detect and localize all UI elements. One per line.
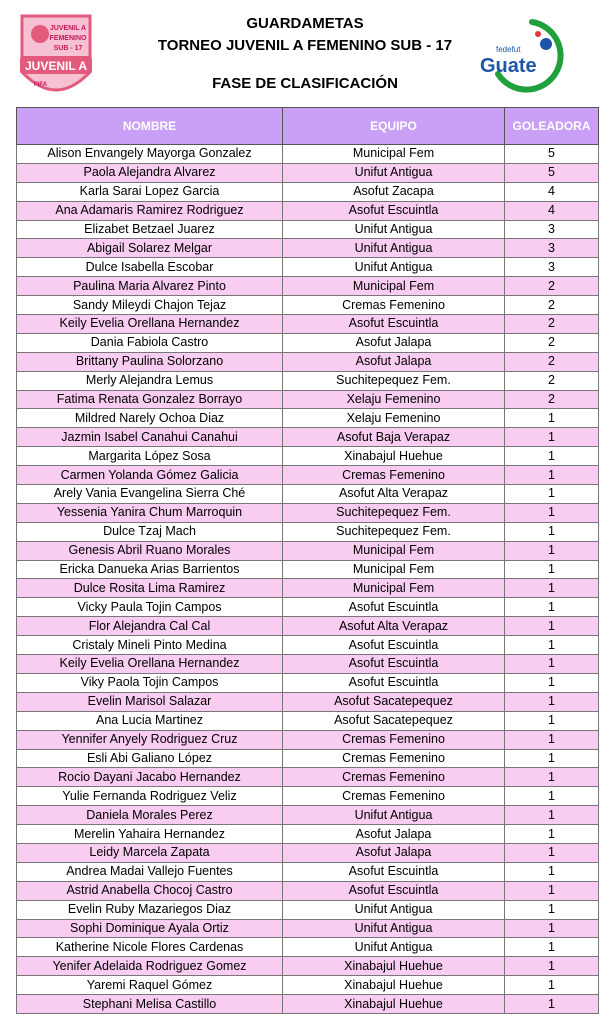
- table-row: [17, 409, 599, 428]
- goals-cell: 2: [505, 315, 599, 334]
- team-cell: Asofut Escuintla: [283, 598, 505, 617]
- name-cell: Astrid Anabella Chocoj Castro: [17, 881, 283, 900]
- table-row: [17, 655, 599, 674]
- title-fase: FASE DE CLASIFICACIÓN: [212, 75, 398, 92]
- goals-cell: 1: [505, 843, 599, 862]
- team-cell: Xinabajul Huehue: [283, 447, 505, 466]
- svg-text:Guate: Guate: [480, 55, 537, 77]
- goals-cell: 2: [505, 277, 599, 296]
- team-cell: Unifut Antigua: [283, 220, 505, 239]
- table-row: [17, 636, 599, 655]
- name-cell: Daniela Morales Perez: [17, 806, 283, 825]
- team-cell: Asofut Jalapa: [283, 352, 505, 371]
- goalkeepers-table: [16, 107, 599, 1014]
- team-cell: Cremas Femenino: [283, 466, 505, 485]
- table-row: [17, 900, 599, 919]
- page-header: [0, 0, 610, 105]
- name-cell: Flor Alejandra Cal Cal: [17, 617, 283, 636]
- goals-cell: 1: [505, 711, 599, 730]
- goals-cell: 1: [505, 768, 599, 787]
- table-row: [17, 881, 599, 900]
- goals-cell: 1: [505, 598, 599, 617]
- table-row: [17, 522, 599, 541]
- name-cell: Dulce Isabella Escobar: [17, 258, 283, 277]
- name-cell: Paola Alejandra Alvarez: [17, 163, 283, 182]
- table-row: [17, 995, 599, 1014]
- name-cell: Arely Vania Evangelina Sierra Ché: [17, 485, 283, 504]
- table-row: [17, 220, 599, 239]
- table-row: [17, 806, 599, 825]
- goals-cell: 2: [505, 390, 599, 409]
- team-cell: Asofut Alta Verapaz: [283, 617, 505, 636]
- team-cell: Cremas Femenino: [283, 296, 505, 315]
- svg-text:JUVENIL A: JUVENIL A: [24, 59, 88, 73]
- name-cell: Ana Adamaris Ramirez Rodriguez: [17, 201, 283, 220]
- goals-cell: 2: [505, 371, 599, 390]
- name-cell: Abigail Solarez Melgar: [17, 239, 283, 258]
- team-cell: Municipal Fem: [283, 277, 505, 296]
- name-cell: Katherine Nicole Flores Cardenas: [17, 938, 283, 957]
- table-row: [17, 692, 599, 711]
- team-cell: Municipal Fem: [283, 541, 505, 560]
- svg-text:fedefut: fedefut: [496, 45, 521, 54]
- goals-cell: 1: [505, 673, 599, 692]
- goals-cell: 5: [505, 163, 599, 182]
- name-cell: Fatima Renata Gonzalez Borrayo: [17, 390, 283, 409]
- team-cell: Asofut Escuintla: [283, 315, 505, 334]
- team-cell: Unifut Antigua: [283, 900, 505, 919]
- svg-text:FEMENINO: FEMENINO: [49, 35, 87, 42]
- name-cell: Viky Paola Tojin Campos: [17, 673, 283, 692]
- table-row: [17, 560, 599, 579]
- table-header-row: [17, 108, 599, 145]
- name-cell: Dulce Tzaj Mach: [17, 522, 283, 541]
- svg-text:FIFA: FIFA: [34, 82, 47, 88]
- table-row: [17, 579, 599, 598]
- goals-cell: 1: [505, 503, 599, 522]
- name-cell: Yessenia Yanira Chum Marroquin: [17, 503, 283, 522]
- goals-cell: 1: [505, 900, 599, 919]
- name-cell: Mildred Narely Ochoa Diaz: [17, 409, 283, 428]
- team-cell: Asofut Alta Verapaz: [283, 485, 505, 504]
- goals-cell: 1: [505, 957, 599, 976]
- team-cell: Unifut Antigua: [283, 163, 505, 182]
- team-cell: Asofut Escuintla: [283, 673, 505, 692]
- goals-cell: 1: [505, 485, 599, 504]
- header-nombre: NOMBRE: [17, 108, 283, 145]
- name-cell: Alison Envangely Mayorga Gonzalez: [17, 145, 283, 164]
- table-row: [17, 371, 599, 390]
- table-row: [17, 485, 599, 504]
- goals-cell: 3: [505, 258, 599, 277]
- name-cell: Yenifer Adelaida Rodriguez Gomez: [17, 957, 283, 976]
- name-cell: Sophi Dominique Ayala Ortiz: [17, 919, 283, 938]
- goals-cell: 2: [505, 352, 599, 371]
- goals-cell: 1: [505, 560, 599, 579]
- goals-cell: 2: [505, 333, 599, 352]
- table-row: [17, 277, 599, 296]
- table-row: [17, 843, 599, 862]
- goals-cell: 1: [505, 881, 599, 900]
- name-cell: Ericka Danueka Arias Barrientos: [17, 560, 283, 579]
- goals-cell: 1: [505, 862, 599, 881]
- name-cell: Paulina Maria Alvarez Pinto: [17, 277, 283, 296]
- table-row: [17, 258, 599, 277]
- name-cell: Dulce Rosita Lima Ramirez: [17, 579, 283, 598]
- table-row: [17, 976, 599, 995]
- team-cell: Asofut Jalapa: [283, 825, 505, 844]
- goals-cell: 1: [505, 806, 599, 825]
- team-cell: Asofut Escuintla: [283, 636, 505, 655]
- table-row: [17, 447, 599, 466]
- goals-cell: 3: [505, 239, 599, 258]
- name-cell: Keily Evelia Orellana Hernandez: [17, 315, 283, 334]
- goals-cell: 1: [505, 825, 599, 844]
- goals-cell: 4: [505, 201, 599, 220]
- table-row: [17, 333, 599, 352]
- name-cell: Margarita López Sosa: [17, 447, 283, 466]
- table-row: [17, 390, 599, 409]
- table-row: [17, 787, 599, 806]
- team-cell: Municipal Fem: [283, 579, 505, 598]
- goals-cell: 1: [505, 466, 599, 485]
- header-equipo: EQUIPO: [283, 108, 505, 145]
- table-row: [17, 503, 599, 522]
- team-cell: Suchitepequez Fem.: [283, 503, 505, 522]
- table-row: [17, 145, 599, 164]
- header-goleadora: GOLEADORA: [505, 108, 599, 145]
- table-row: [17, 315, 599, 334]
- team-cell: Asofut Zacapa: [283, 182, 505, 201]
- name-cell: Evelin Marisol Salazar: [17, 692, 283, 711]
- name-cell: Jazmin Isabel Canahui Canahui: [17, 428, 283, 447]
- name-cell: Leidy Marcela Zapata: [17, 843, 283, 862]
- name-cell: Merly Alejandra Lemus: [17, 371, 283, 390]
- team-cell: Asofut Jalapa: [283, 333, 505, 352]
- table-row: [17, 919, 599, 938]
- team-cell: Suchitepequez Fem.: [283, 371, 505, 390]
- table-row: [17, 466, 599, 485]
- name-cell: Evelin Ruby Mazariegos Diaz: [17, 900, 283, 919]
- svg-text:SUB - 17: SUB - 17: [53, 45, 83, 52]
- goals-cell: 1: [505, 787, 599, 806]
- team-cell: Suchitepequez Fem.: [283, 522, 505, 541]
- table-row: [17, 825, 599, 844]
- goals-cell: 1: [505, 655, 599, 674]
- table-row: [17, 749, 599, 768]
- team-cell: Cremas Femenino: [283, 749, 505, 768]
- goals-cell: 1: [505, 522, 599, 541]
- name-cell: Yulie Fernanda Rodriguez Veliz: [17, 787, 283, 806]
- table-row: [17, 428, 599, 447]
- goals-cell: 1: [505, 730, 599, 749]
- table-row: [17, 617, 599, 636]
- name-cell: Carmen Yolanda Gómez Galicia: [17, 466, 283, 485]
- name-cell: Stephani Melisa Castillo: [17, 995, 283, 1014]
- table-row: [17, 711, 599, 730]
- goals-cell: 4: [505, 182, 599, 201]
- goals-cell: 1: [505, 938, 599, 957]
- table-row: [17, 730, 599, 749]
- goals-cell: 2: [505, 296, 599, 315]
- goals-cell: 1: [505, 428, 599, 447]
- goals-cell: 1: [505, 447, 599, 466]
- team-cell: Asofut Escuintla: [283, 862, 505, 881]
- name-cell: Vicky Paula Tojin Campos: [17, 598, 283, 617]
- table-row: [17, 673, 599, 692]
- name-cell: Genesis Abril Ruano Morales: [17, 541, 283, 560]
- table-row: [17, 598, 599, 617]
- goals-cell: 1: [505, 579, 599, 598]
- table-row: [17, 239, 599, 258]
- goals-cell: 1: [505, 617, 599, 636]
- team-cell: Xinabajul Huehue: [283, 957, 505, 976]
- team-cell: Unifut Antigua: [283, 239, 505, 258]
- team-cell: Cremas Femenino: [283, 768, 505, 787]
- goals-cell: 1: [505, 995, 599, 1014]
- team-cell: Unifut Antigua: [283, 258, 505, 277]
- svg-text:JUVENIL A: JUVENIL A: [49, 25, 87, 32]
- name-cell: Rocio Dayani Jacabo Hernandez: [17, 768, 283, 787]
- team-cell: Cremas Femenino: [283, 787, 505, 806]
- name-cell: Sandy Mileydi Chajon Tejaz: [17, 296, 283, 315]
- team-cell: Xelaju Femenino: [283, 409, 505, 428]
- team-cell: Xinabajul Huehue: [283, 995, 505, 1014]
- team-cell: Asofut Sacatepequez: [283, 711, 505, 730]
- title-torneo: TORNEO JUVENIL A FEMENINO SUB - 17: [157, 37, 453, 54]
- team-cell: Municipal Fem: [283, 145, 505, 164]
- team-cell: Cremas Femenino: [283, 730, 505, 749]
- table-row: [17, 163, 599, 182]
- table-row: [17, 768, 599, 787]
- team-cell: Unifut Antigua: [283, 938, 505, 957]
- team-cell: Asofut Sacatepequez: [283, 692, 505, 711]
- name-cell: Elizabet Betzael Juarez: [17, 220, 283, 239]
- name-cell: Yennifer Anyely Rodriguez Cruz: [17, 730, 283, 749]
- fedefut-guate-logo: [472, 14, 582, 96]
- team-cell: Unifut Antigua: [283, 806, 505, 825]
- table-row: [17, 201, 599, 220]
- team-cell: Xinabajul Huehue: [283, 976, 505, 995]
- table-row: [17, 541, 599, 560]
- goals-cell: 1: [505, 919, 599, 938]
- name-cell: Cristaly Mineli Pinto Medina: [17, 636, 283, 655]
- name-cell: Karla Sarai Lopez Garcia: [17, 182, 283, 201]
- goals-cell: 1: [505, 636, 599, 655]
- table-row: [17, 182, 599, 201]
- goals-cell: 1: [505, 409, 599, 428]
- goals-cell: 3: [505, 220, 599, 239]
- name-cell: Yaremi Raquel Gómez: [17, 976, 283, 995]
- table-row: [17, 352, 599, 371]
- team-cell: Asofut Escuintla: [283, 201, 505, 220]
- title-guardametas: GUARDAMETAS: [246, 15, 364, 32]
- name-cell: Andrea Madai Vallejo Fuentes: [17, 862, 283, 881]
- table-row: [17, 938, 599, 957]
- name-cell: Brittany Paulina Solorzano: [17, 352, 283, 371]
- goals-cell: 1: [505, 749, 599, 768]
- name-cell: Merelin Yahaira Hernandez: [17, 825, 283, 844]
- team-cell: Xelaju Femenino: [283, 390, 505, 409]
- team-cell: Municipal Fem: [283, 560, 505, 579]
- table-row: [17, 862, 599, 881]
- name-cell: Esli Abi Galiano López: [17, 749, 283, 768]
- name-cell: Dania Fabiola Castro: [17, 333, 283, 352]
- team-cell: Asofut Escuintla: [283, 881, 505, 900]
- team-cell: Asofut Baja Verapaz: [283, 428, 505, 447]
- table-row: [17, 957, 599, 976]
- goals-cell: 1: [505, 541, 599, 560]
- name-cell: Keily Evelia Orellana Hernandez: [17, 655, 283, 674]
- team-cell: Asofut Escuintla: [283, 655, 505, 674]
- team-cell: Unifut Antigua: [283, 919, 505, 938]
- goals-cell: 5: [505, 145, 599, 164]
- goals-cell: 1: [505, 692, 599, 711]
- table-row: [17, 296, 599, 315]
- name-cell: Ana Lucia Martinez: [17, 711, 283, 730]
- goals-cell: 1: [505, 976, 599, 995]
- team-cell: Asofut Jalapa: [283, 843, 505, 862]
